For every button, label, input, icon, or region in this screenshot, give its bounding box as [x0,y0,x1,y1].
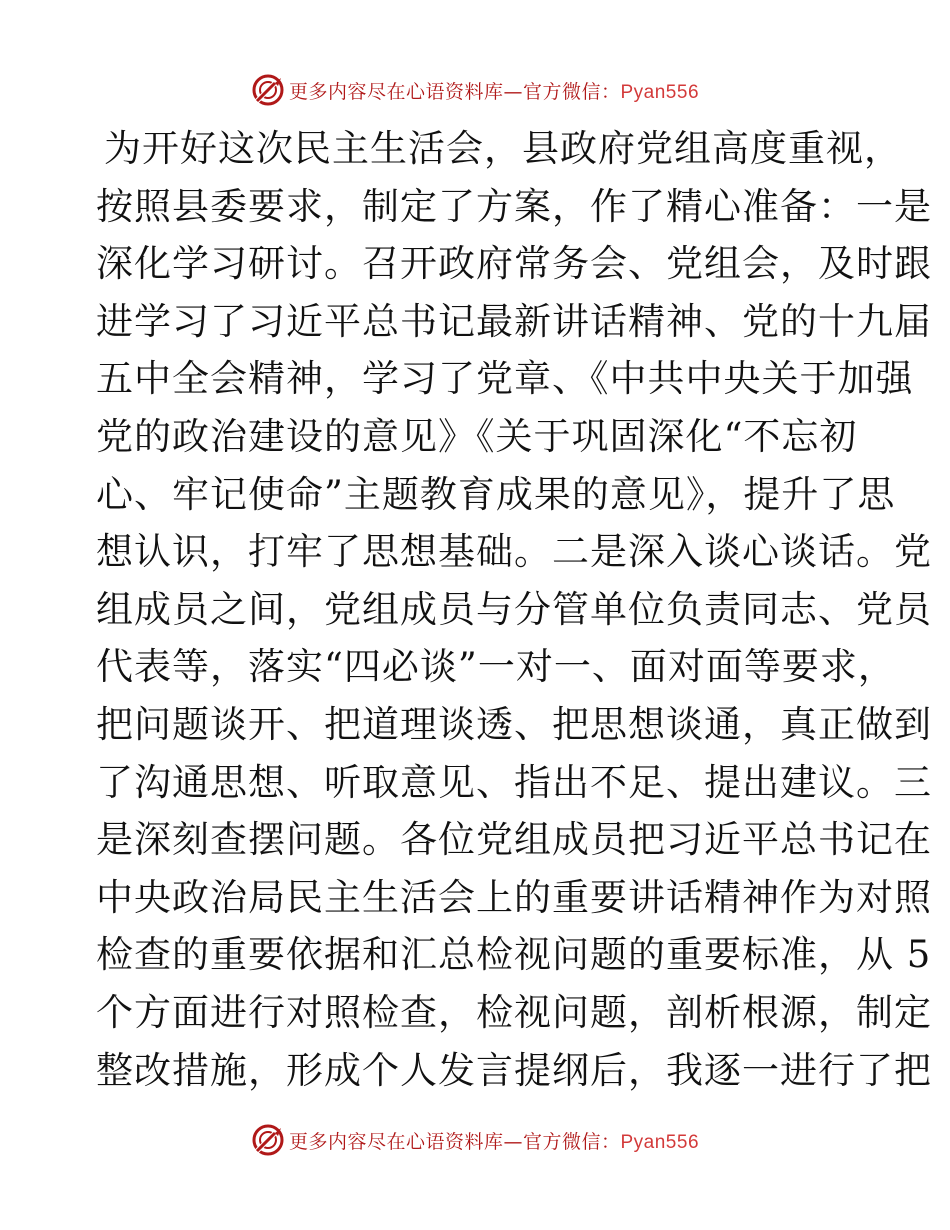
footer-banner-text [289,1127,699,1154]
body-line-2: 按照县委要求，制定了方案，作了精心准备：一是 [96,184,932,228]
body-line-7: 心、牢记使命”主题教育成果的意见》，提升了思 [96,472,896,516]
body-line-11: 把问题谈开、把道理谈透、把思想谈通，真正做到 [96,702,932,746]
header-banner-main: 更多内容尽在心语资料库 [288,80,504,103]
body-line-5: 五中全会精神，学习了党章、《中共中央关于加强 [96,357,914,401]
body-line-16: 个方面进行对照检查，检视问题，剖析根源，制定 [96,990,932,1034]
header-banner-wechat-label: 官方微信： [522,80,621,103]
footer-banner [0,1120,950,1160]
footer-banner-main: 更多内容尽在心语资料库 [288,1130,504,1153]
header-banner-separator: — [503,80,523,103]
logo-icon [251,1123,285,1157]
body-line-17: 整改措施，形成个人发言提纲后，我逐一进行了把 [96,1048,932,1092]
logo-icon [251,73,285,107]
footer-banner-wechat-label: 官方微信： [522,1130,621,1153]
footer-banner-account: Pyan556 [620,1131,700,1153]
body-line-13: 是深刻查摆问题。各位党组成员把习近平总书记在 [96,818,932,862]
body-line-14: 中央政治局民主生活会上的重要讲话精神作为对照 [96,875,932,919]
body-line-1: 为开好这次民主生活会，县政府党组高度重视， [104,127,902,170]
header-banner-text [289,77,699,104]
body-line-10: 代表等，落实“四必谈”一对一、面对面等要求， [96,645,896,689]
body-line-8: 想认识，打牢了思想基础。二是深入谈心谈话。党 [96,530,932,574]
body-line-9: 组成员之间，党组成员与分管单位负责同志、党员 [96,587,932,631]
body-line-6: 党的政治建设的意见》《关于巩固深化“不忘初 [96,414,858,458]
header-banner-account: Pyan556 [620,81,700,103]
footer-banner-separator: — [503,1130,523,1153]
body-line-15: 检查的重要依据和汇总检视问题的重要标准，从 5 [96,933,932,977]
header-banner [0,70,950,110]
body-line-4: 进学习了习近平总书记最新讲话精神、党的十九届 [96,299,932,343]
document-body [96,120,932,1099]
body-line-12: 了沟通思想、听取意见、指出不足、提出建议。三 [96,760,932,804]
body-line-3: 深化学习研讨。召开政府常务会、党组会，及时跟 [96,242,932,286]
